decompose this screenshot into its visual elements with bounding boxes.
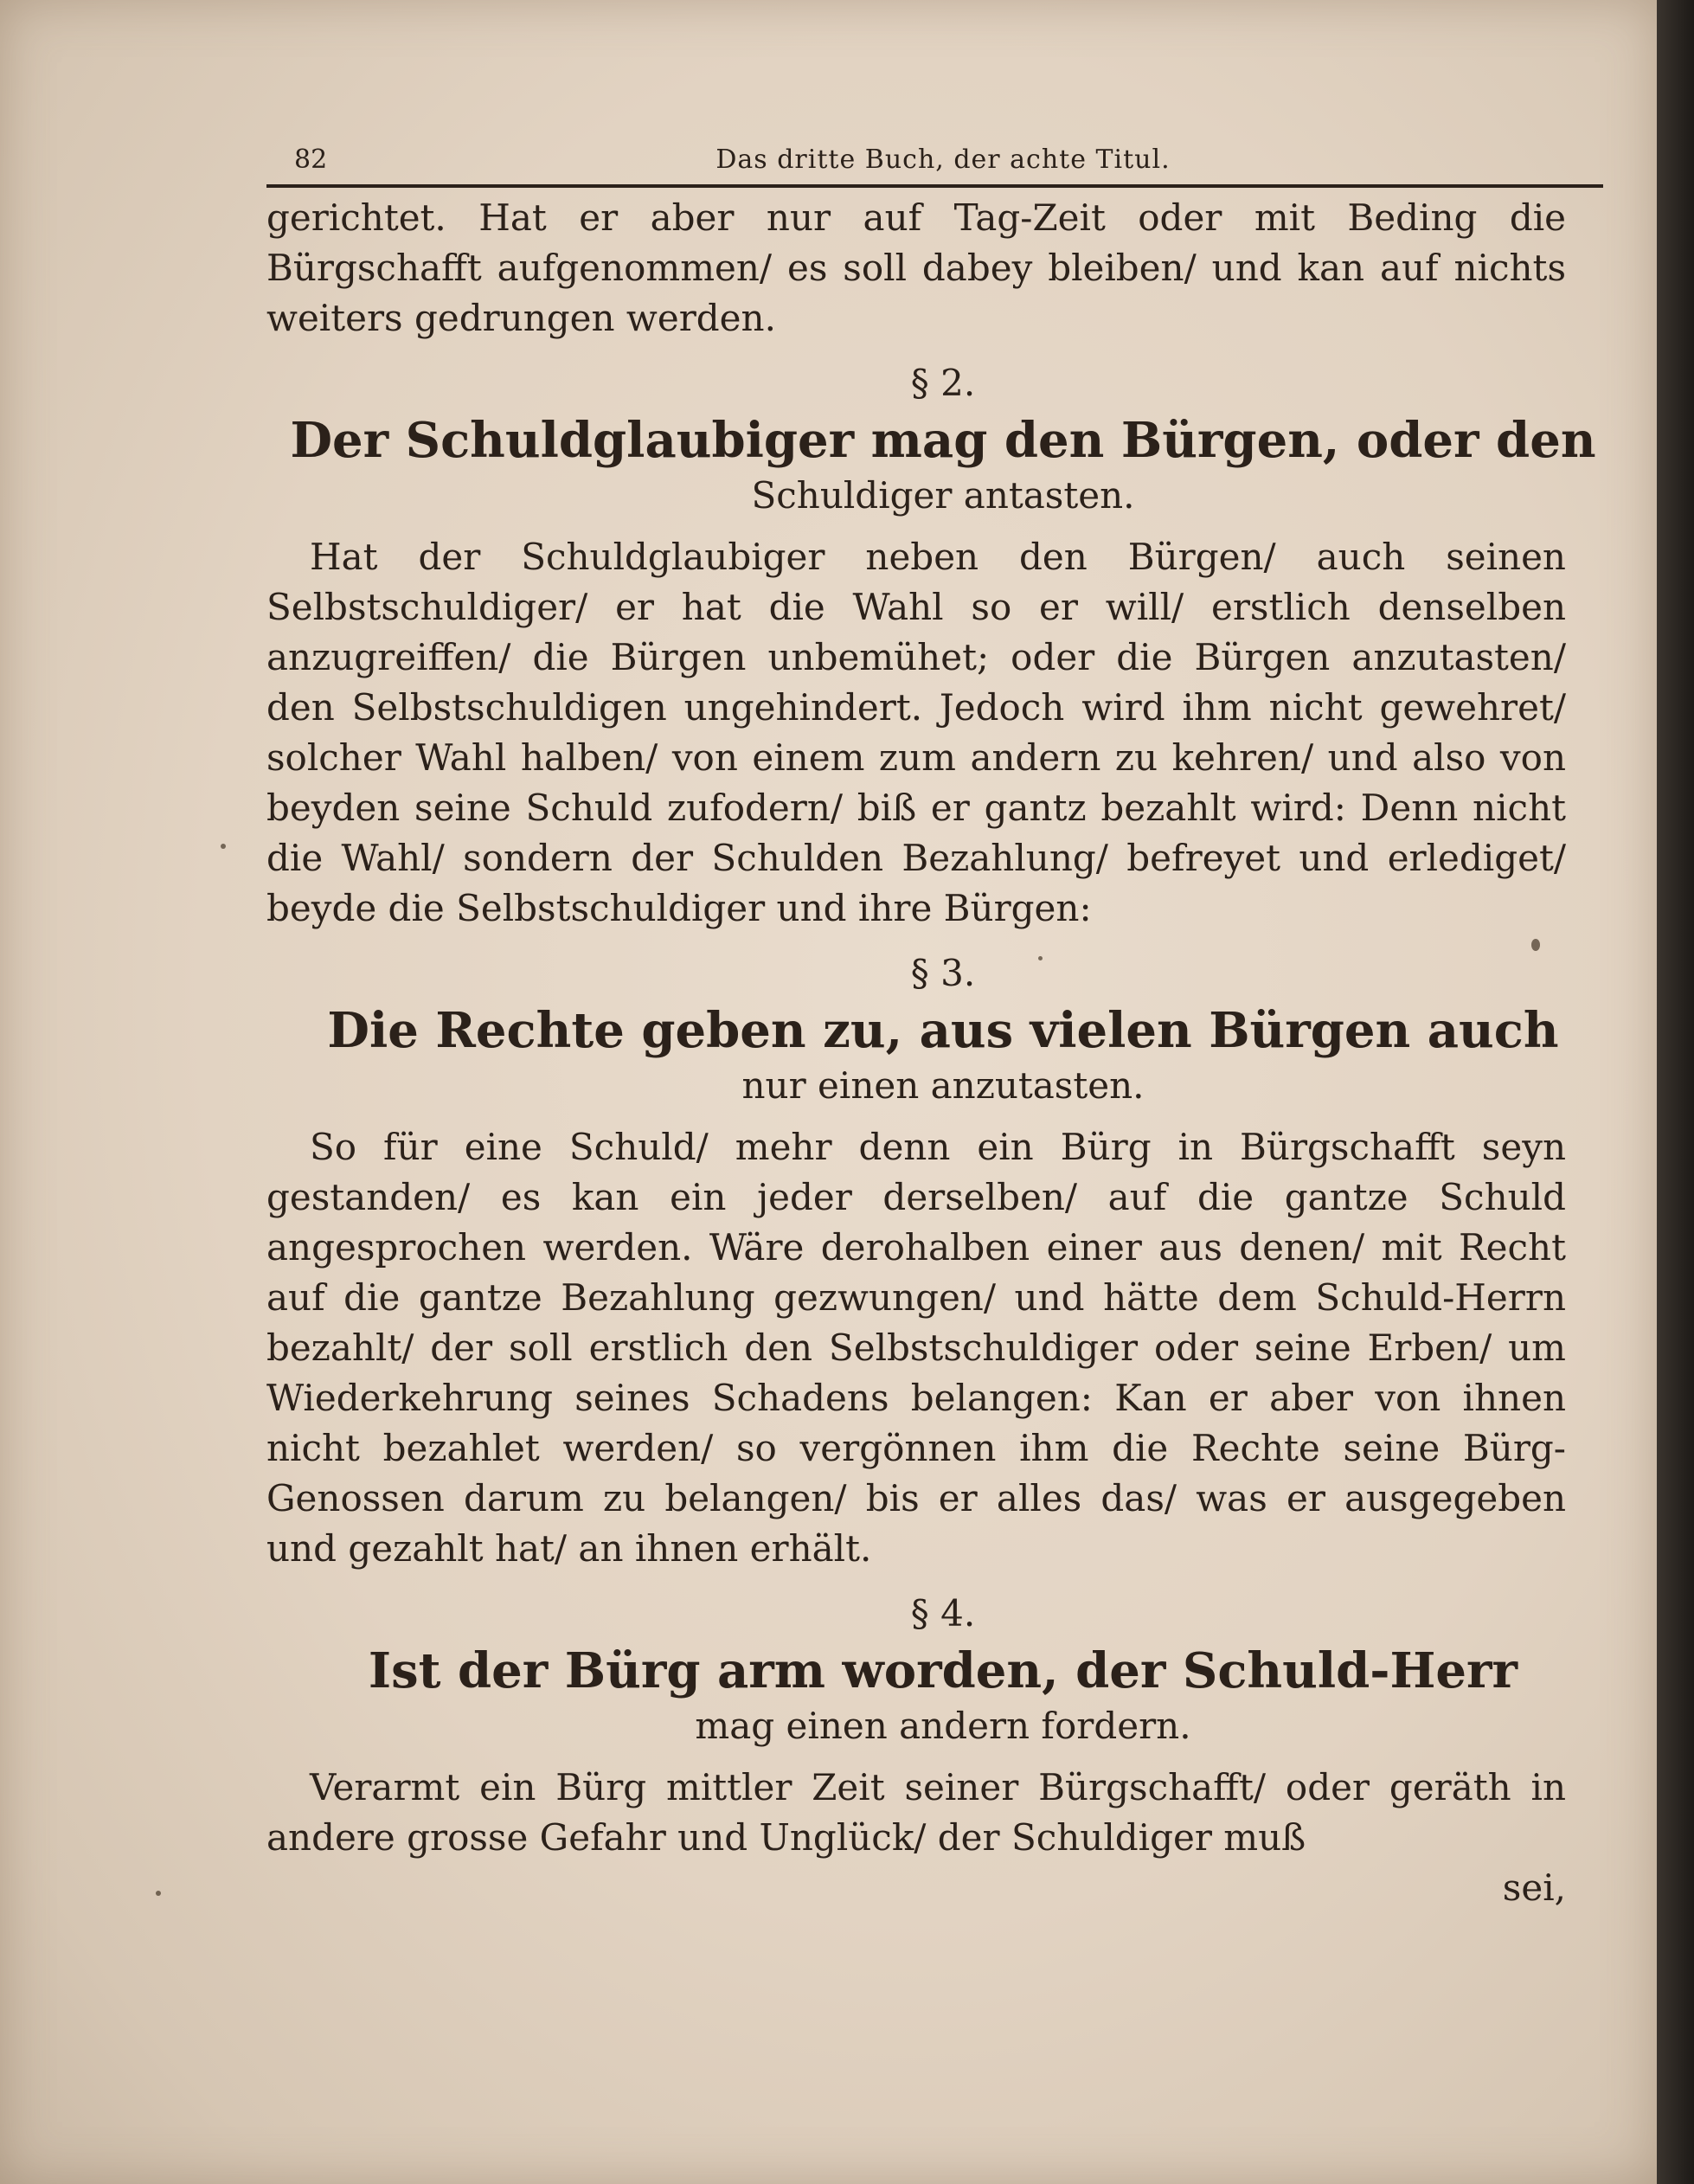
section-mark: § 3. bbox=[910, 952, 976, 994]
section-2 bbox=[260, 359, 1627, 934]
section-body: Verarmt ein Bürg mittler Zeit seiner Bürgschafft/ oder geräth in andere grosse Gefahr und Unglück/ der Schuldiger muß bbox=[266, 1766, 1566, 1859]
section-heading: Die Rechte geben zu, aus vielen Bürgen auch bbox=[327, 1002, 1559, 1059]
header-rule bbox=[266, 184, 1603, 188]
section-heading: Der Schuldglaubiger mag den Bürgen, oder den bbox=[290, 412, 1596, 469]
intro-paragraph: gerichtet. Hat er aber nur auf Tag-Zeit oder mit Beding die Bürgschafft aufgenommen/ es soll dabey bleiben/ und kan auf nichts weiters gedrungen werden. bbox=[266, 196, 1566, 339]
section-heading: Ist der Bürg arm worden, der Schuld-Herr bbox=[368, 1642, 1518, 1699]
running-head bbox=[260, 143, 1627, 177]
section-3 bbox=[260, 949, 1627, 1574]
section-subheading: Schuldiger antasten. bbox=[751, 474, 1135, 517]
running-title: Das dritte Buch, der achte Titul. bbox=[715, 145, 1171, 175]
catchword: sei, bbox=[1502, 1866, 1566, 1909]
section-mark: § 2. bbox=[910, 362, 976, 404]
page-number: 82 bbox=[294, 145, 328, 175]
section-mark: § 4. bbox=[910, 1592, 976, 1635]
section-body: Hat der Schuldglaubiger neben den Bürgen/ auch seinen Selbstschuldiger/ er hat die Wahl so er will/ erstlich denselben anzugreiffen/ die Bürgen unbemühet; oder die Bürgen anzutasten/ den Selbstschuldigen ungehindert. Jedoch wird ihm nicht gewehret/ solcher Wahl halben/ von einem zum andern zu kehren/ und also von beyden seine Schuld zufodern/ biß er gantz bezahlt wird: Denn nicht die Wahl/ sondern der Schulden Bezahlung/ befreyet und erlediget/ beyde die Selbstschuldiger und ihre Bürgen: bbox=[266, 536, 1566, 929]
ink-spot bbox=[221, 844, 226, 849]
section-subheading: nur einen anzutasten. bbox=[741, 1064, 1145, 1107]
section-subheading: mag einen andern fordern. bbox=[695, 1705, 1191, 1747]
section-body: So für eine Schuld/ mehr denn ein Bürg in Bürgschafft seyn gestanden/ es kan ein jeder derselben/ auf die gantze Schuld angesprochen werden. Wäre derohalben einer aus denen/ mit Recht auf die gantze Bezahlung gezwungen/ und hätte dem Schuld-Herrn bezahlt/ der soll erstlich den Selbstschuldiger oder seine Erben/ um Wiederkehrung seines Schadens belangen: Kan er aber von ihnen nicht bezahlet werden/ so vergönnen ihm die Rechte seine Bürg-Genossen darum zu belangen/ bis er alles das/ was er ausgegeben und gezahlt hat/ an ihnen erhält. bbox=[266, 1126, 1566, 1570]
ink-spot bbox=[156, 1891, 161, 1896]
page-text bbox=[260, 143, 1627, 1913]
page-edge-shadow bbox=[1657, 0, 1694, 2184]
section-4 bbox=[260, 1590, 1627, 1863]
